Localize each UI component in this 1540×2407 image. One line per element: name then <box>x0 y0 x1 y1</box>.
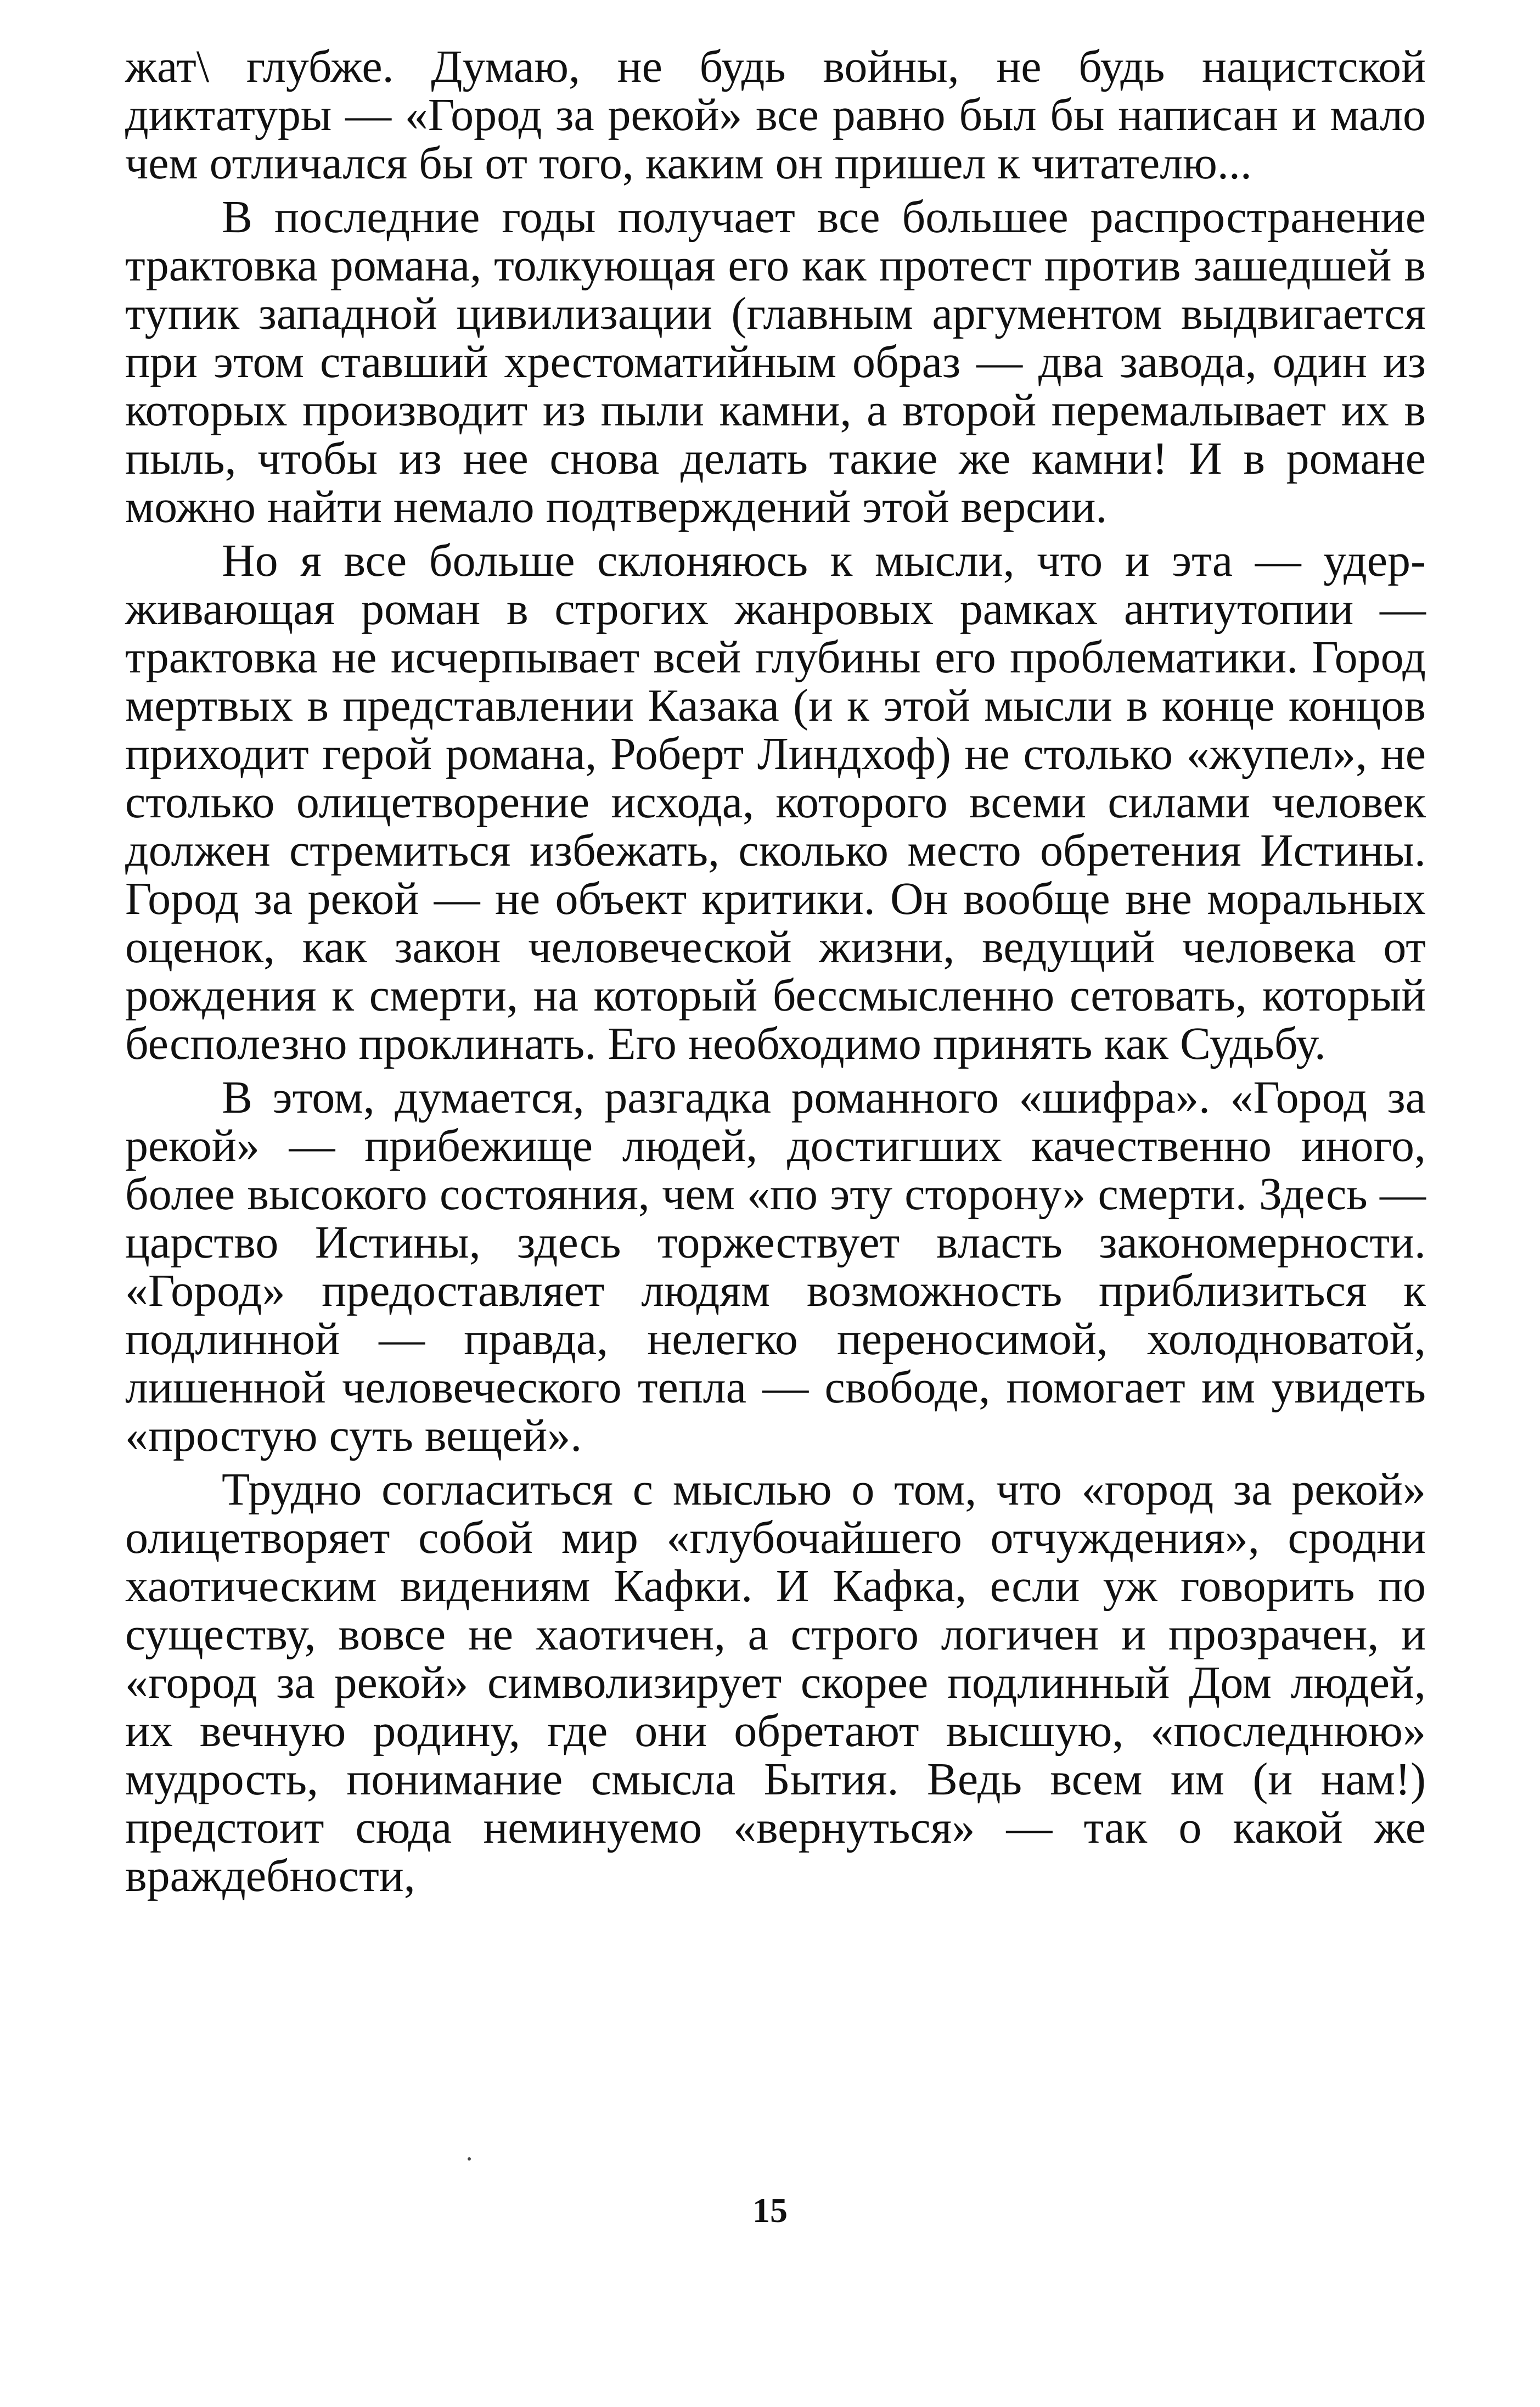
print-speck <box>468 2157 471 2161</box>
paragraph-city-of-dead: Но я все больше склоняюсь к мысли, что и эта — удерживающая роман в строгих жанровых рамках антиутопии — трактовка не исчерпывает всей глубины его проблематики. Город мертвых в представлении Казака (и к этой мысли в конце концов приходит герой романа, Роберт Линдхоф) не столько «жупел», не столько олицетворение исхода, которого всеми силами человек должен стремиться избежать, сколько место обретения Истины. Город за рекой — не объект критики. Он вообще вне моральных оценок, как закон человеческой жизни, ведущий человека от рождения к смерти, на который бессмысленно сетовать, который бесполезно проклинать. Его необходимо принять как Судьбу. <box>125 535 1426 1069</box>
page-text <box>125 43 1426 1906</box>
paragraph-continuation: жат\ глубже. Думаю, не будь войны, не будь нацистской диктатуры — «Город за рекой» все равно был бы написан и мало чем отличался бы от того, каким он пришел к читателю... <box>125 41 1426 189</box>
paragraph-kafka: Трудно согласиться с мыслью о том, что «город за рекой» олицетворяет собой мир «глубочайшего отчуждения», сродни хаотическим видениям Кафки. И Кафка, если уж говорить по существу, вовсе не хаотичен, а строго логичен и прозрачен, и «город за рекой» символизирует скорее подлинный Дом людей, их вечную родину, где они обретают высшую, «последнюю» мудрость, понимание смысла Бытия. Ведь всем им (и нам!) предстоит сюда неминуемо «вернуться» — так о какой же враждебности, <box>125 1464 1426 1901</box>
paragraph-cipher: В этом, думается, разгадка романного «шифра». «Город за рекой» — прибежище людей, достигших качественно иного, более высокого состояния, чем «по эту сторону» смерти. Здесь — царство Истины, здесь торжествует власть закономерности. «Город» предоставляет людям возможность приблизиться к подлинной — правда, нелегко переносимой, холодноватой, лишенной человеческого тепла — свободе, помогает им увидеть «простую суть вещей». <box>125 1072 1426 1461</box>
page-number: 15 <box>752 2191 788 2230</box>
paragraph-interpretation: В последние годы получает все большее распространение трактовка романа, толкующая его как протест против зашедшей в тупик западной цивилизации (главным аргументом выдвигается при этом ставший хрестоматийным образ — два завода, один из которых производит из пыли камни, а второй перемалывает их в пыль, чтобы из нее снова делать такие же камни! И в романе можно найти немало подтверждений этой версии. <box>125 192 1426 532</box>
